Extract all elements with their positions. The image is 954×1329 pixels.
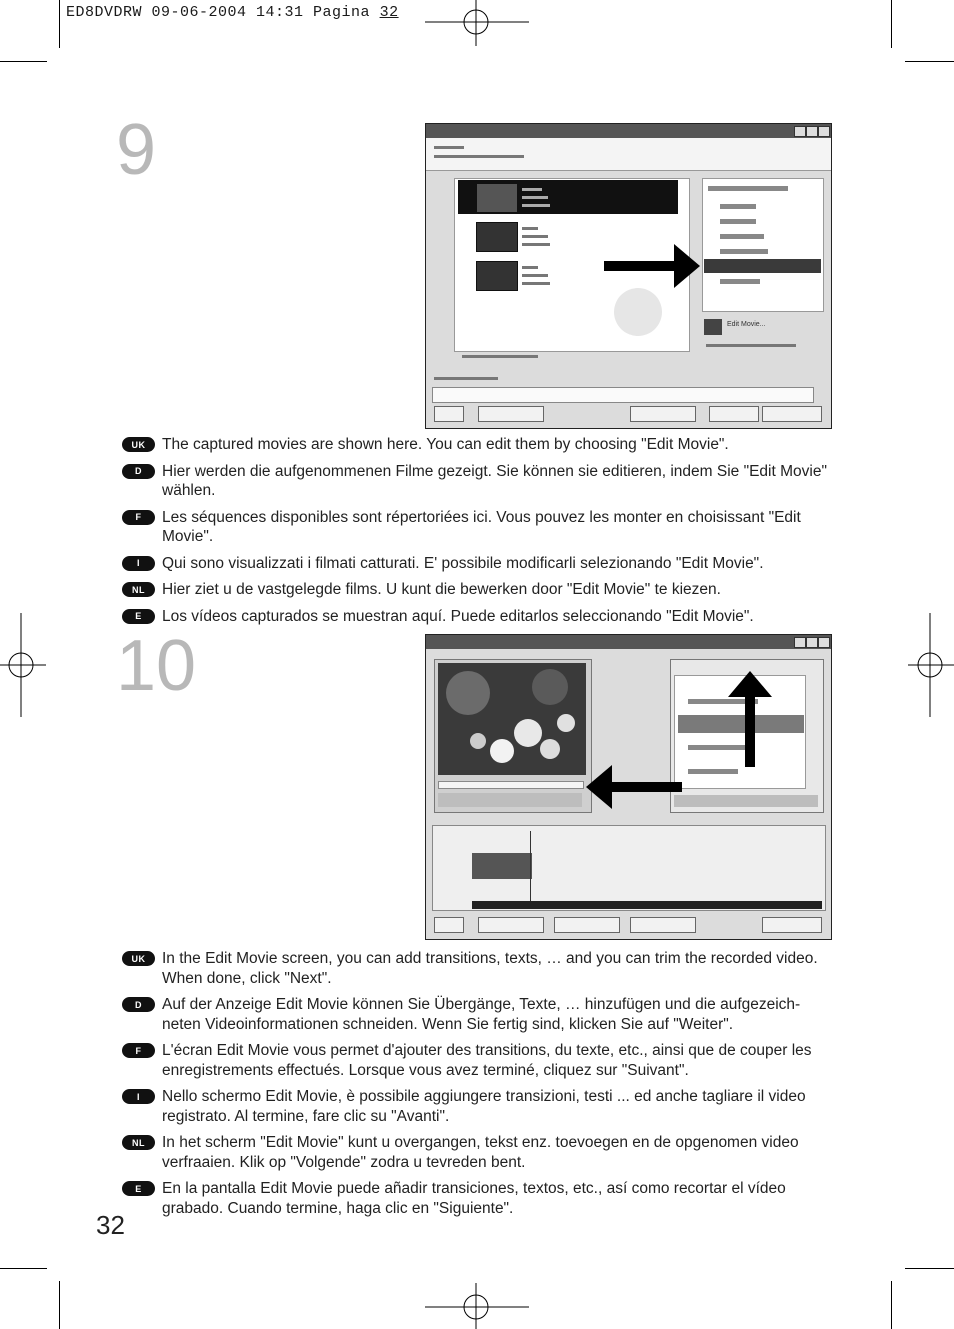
instruction-d	[122, 995, 832, 1034]
next-button	[762, 406, 822, 422]
language-badge: F	[122, 510, 155, 525]
back-button	[434, 406, 464, 422]
instruction-e	[122, 607, 832, 627]
text-line	[522, 266, 538, 269]
menu-item	[720, 234, 764, 239]
page-number: 32	[96, 1210, 125, 1240]
instruction-text: Hier ziet u de vastgelegde films. U kunt die bewerken door "Edit Movie" te kiezen.	[162, 581, 721, 598]
window-title-bar	[426, 635, 831, 649]
language-badge: UK	[122, 951, 155, 966]
text-line	[522, 243, 550, 246]
crop-mark	[905, 1268, 954, 1269]
minimize-icon	[794, 637, 806, 648]
instruction-d	[122, 462, 832, 501]
close-icon	[818, 637, 830, 648]
language-badge: D	[122, 464, 155, 479]
instruction-text: Les séquences disponibles sont répertoriées ici. Vous pouvez les monter en choisissant "Edit Movie".	[162, 508, 801, 545]
language-badge: I	[122, 1089, 155, 1104]
step-number: 10	[116, 626, 197, 706]
edit-movie-icon	[704, 319, 722, 335]
movie-thumbnail	[476, 183, 518, 213]
text-line	[462, 355, 538, 358]
arrow-left-icon	[586, 765, 682, 809]
print-slug-text: ED8DVDRW 09-06-2004 14:31 Pagina	[66, 4, 380, 21]
menu-item	[720, 204, 756, 209]
instruction-text: Qui sono visualizzati i filmati catturati. E' possibile modificarli selezionando "Edit Movie".	[162, 554, 764, 572]
text-line	[522, 227, 538, 230]
start-button	[709, 406, 759, 422]
timeline-ruler	[472, 901, 822, 909]
back-button	[434, 917, 464, 933]
language-badge: E	[122, 1181, 155, 1196]
step-number: 9	[116, 110, 157, 190]
registration-mark-bottom	[425, 1283, 529, 1329]
instruction-text: In het scherm "Edit Movie" kunt u overgangen, tekst enz. toevoegen en de opgenomen video verfraaien. Klik op "Volgende" zodra u tevreden bent.	[162, 1134, 799, 1171]
menu-item	[688, 769, 738, 774]
menu-button	[478, 917, 544, 933]
text-line	[706, 344, 796, 347]
text-line	[434, 155, 524, 158]
movie-thumbnail	[476, 261, 518, 291]
menu-item	[708, 186, 788, 191]
preview-button	[554, 917, 620, 933]
text-line	[522, 274, 548, 277]
language-badge: UK	[122, 437, 155, 452]
instruction-i	[122, 554, 832, 574]
text-line	[522, 235, 548, 238]
preview-scrubber	[438, 781, 584, 789]
crop-mark	[891, 0, 892, 48]
instruction-nl	[122, 1133, 832, 1172]
task-menu	[702, 178, 824, 312]
language-badge: NL	[122, 1135, 155, 1150]
crop-mark	[891, 1281, 892, 1329]
menu-item-edit-movie-selected	[704, 259, 821, 273]
instruction-text: Los vídeos capturados se muestran aquí. Puede editarlos seleccionando "Edit Movie".	[162, 607, 754, 625]
arrow-right-icon	[604, 244, 700, 288]
screenshot-edit-movie	[425, 634, 832, 940]
instructions-step-10	[122, 949, 832, 1218]
instruction-uk	[122, 949, 832, 988]
instruction-text: The captured movies are shown here. You can edit them by choosing "Edit Movie".	[162, 436, 729, 453]
timeline-clip	[472, 853, 532, 879]
text-line	[522, 282, 550, 285]
instruction-text: In the Edit Movie screen, you can add transitions, texts, … and you can trim the recorded video. When done, click "Next".	[162, 950, 818, 987]
effects-toolbar	[674, 795, 818, 807]
save-button	[630, 917, 696, 933]
menu-item	[720, 249, 768, 254]
text-line	[522, 188, 542, 191]
print-slug-page: 32	[379, 4, 399, 21]
text-line	[434, 377, 498, 380]
instruction-text: Auf der Anzeige Edit Movie können Sie Übergänge, Texte, … hinzufügen und die aufgezeich-neten Videoinformationen schneiden. Wenn Sie fertig sind, klicken Sie auf "Weiter".	[162, 996, 801, 1033]
menu-item	[720, 279, 760, 284]
menu-button	[478, 406, 544, 422]
video-preview-image	[438, 663, 586, 775]
film-reel-icon	[614, 288, 662, 336]
playback-controls	[438, 793, 582, 807]
language-badge: I	[122, 556, 155, 571]
save-button	[630, 406, 696, 422]
instructions-step-9	[122, 435, 832, 626]
print-slug	[66, 4, 399, 21]
instruction-text: En la pantalla Edit Movie puede añadir transiciones, textos, etc., así como recortar el vídeo grabado. Cuando termine, haga clic en "Siguiente".	[162, 1180, 786, 1217]
instruction-text: Hier werden die aufgenommenen Filme gezeigt. Sie können sie editieren, indem Sie "Edit Movie" wählen.	[162, 462, 827, 499]
crop-mark	[0, 1268, 47, 1269]
instruction-uk	[122, 435, 832, 455]
instruction-text: L'écran Edit Movie vous permet d'ajouter des transitions, du texte, etc., ainsi que de couper les enregistrements effectués. Lorsque vous avez terminé, cliquez sur "Suivant".	[162, 1042, 812, 1079]
menu-item	[720, 219, 756, 224]
registration-mark-top	[425, 0, 529, 46]
text-line	[522, 204, 550, 207]
instruction-text: Nello schermo Edit Movie, è possibile aggiungere transizioni, testi ... ed anche tagliare il video registrato. Al termine, fare clic su "Avanti".	[162, 1088, 806, 1125]
language-badge: NL	[122, 582, 155, 597]
arrow-up-icon	[728, 671, 772, 767]
text-line	[522, 196, 548, 199]
crop-mark	[59, 0, 60, 48]
timeline-cursor	[530, 831, 531, 909]
movie-thumbnail	[476, 222, 518, 252]
instruction-f	[122, 1041, 832, 1080]
crop-mark	[59, 1281, 60, 1329]
instruction-i	[122, 1087, 832, 1126]
language-badge: F	[122, 1043, 155, 1058]
disc-capacity-bar	[432, 387, 814, 403]
text-line	[434, 146, 464, 149]
instruction-f	[122, 508, 832, 547]
screenshot-captured-movies	[425, 123, 832, 429]
crop-mark	[905, 61, 954, 62]
next-button	[762, 917, 822, 933]
language-badge: E	[122, 609, 155, 624]
minimize-icon	[794, 126, 806, 137]
maximize-icon	[806, 126, 818, 137]
instruction-e	[122, 1179, 832, 1218]
edit-movie-label: Edit Movie...	[727, 321, 766, 328]
language-badge: D	[122, 997, 155, 1012]
crop-mark	[0, 61, 47, 62]
window-title-bar	[426, 124, 831, 138]
instruction-nl	[122, 580, 832, 600]
registration-mark-left	[0, 613, 46, 717]
maximize-icon	[806, 637, 818, 648]
registration-mark-right	[908, 613, 954, 717]
close-icon	[818, 126, 830, 137]
